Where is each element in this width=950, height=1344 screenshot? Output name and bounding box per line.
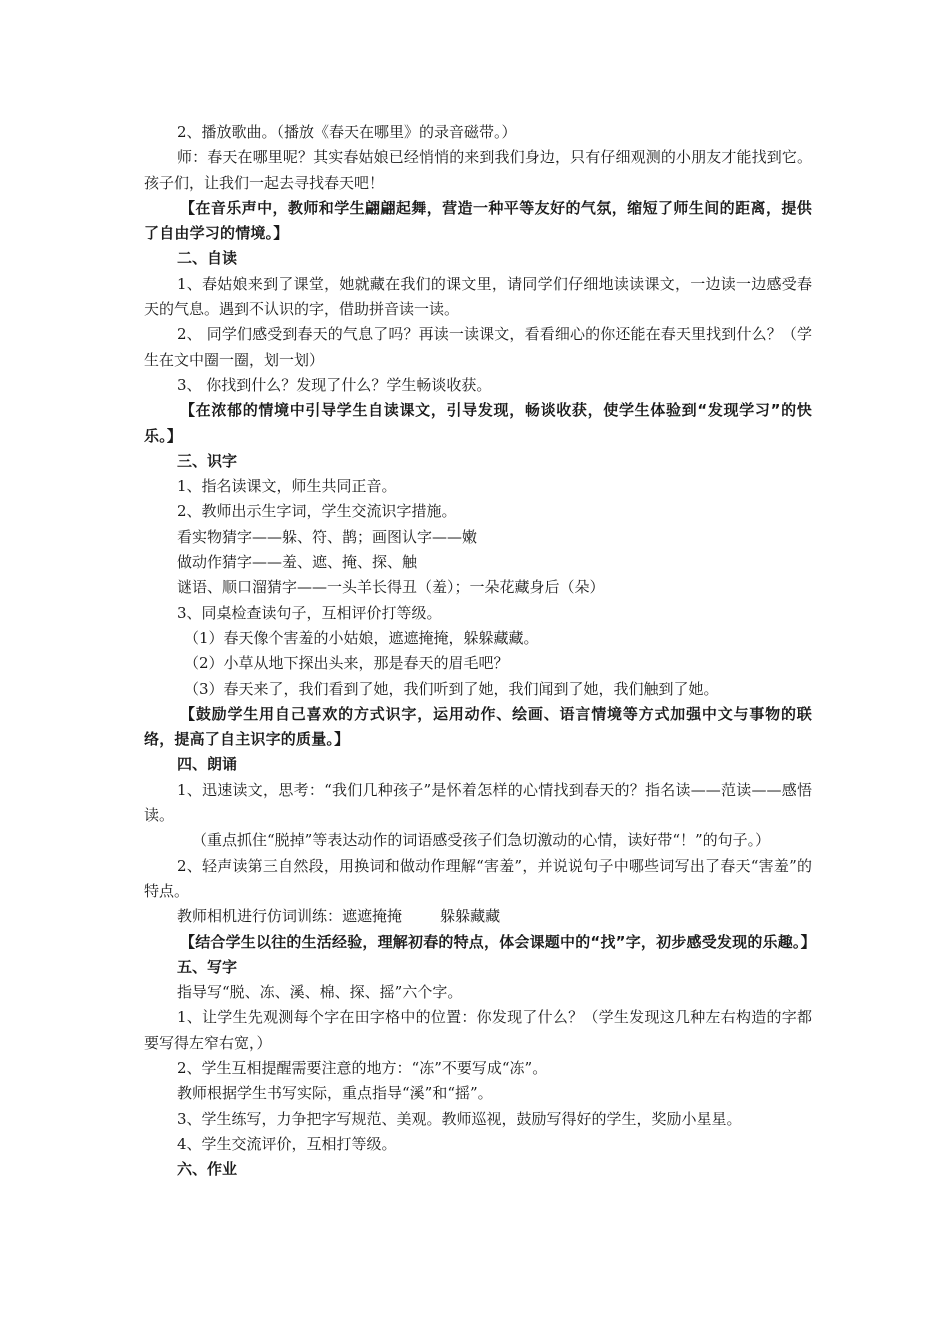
sentence-item: （1）春天像个害羞的小姑娘，遮遮掩掩，躲躲藏藏。 xyxy=(184,628,539,647)
paragraph: 3、同桌检查读句子，互相评价打等级。 xyxy=(177,603,442,622)
teaching-note: 【结合学生以往的生活经验，理解初春的特点，体会课题中的“找”字，初步感受发现的乐趣。】 xyxy=(180,932,816,951)
paragraph: 教师相机进行仿词训练：遮遮掩掩 躲躲藏藏 xyxy=(177,907,501,926)
paragraph: 3、 你找到什么？发现了什么？学生畅谈收获。 xyxy=(177,375,492,394)
paragraph: 1、春姑娘来到了课堂，她就藏在我们的课文里，请同学们仔细地读读课文，一边读一边感受春天的气息。遇到不认识的字，借助拼音读一读。 xyxy=(144,274,812,319)
paragraph: 2、播放歌曲。（播放《春天在哪里》的录音磁带。） xyxy=(177,123,517,141)
paragraph: 2、 同学们感受到春天的气息了吗？再读一读课文，看看细心的你还能在春天里找到什么？（学生在文中圈一圈，划一划） xyxy=(144,325,812,369)
sentence-item: （2）小草从地下探出头来，那是春天的眉毛吧？ xyxy=(184,654,509,673)
paragraph: 指导写“脱、冻、溪、棉、探、摇”六个字。 xyxy=(177,983,463,1002)
paragraph: 3、学生练写，力争把字写规范、美观。教师巡视，鼓励写得好的学生，奖励小星星。 xyxy=(177,1109,742,1128)
teaching-note: 【在音乐声中，教师和学生翩翩起舞，营造一种平等友好的气氛，缩短了师生间的距离，提供了自由学习的情境。】 xyxy=(144,198,812,243)
paragraph: 2、教师出示生字词，学生交流识字措施。 xyxy=(177,502,457,521)
paragraph: 谜语、顺口溜猜字——一头羊长得丑（羞）；一朵花藏身后（朵） xyxy=(177,578,605,597)
paragraph: （重点抓住“脱掉”等表达动作的词语感受孩子们急切激动的心情，读好带“！”的句子。） xyxy=(192,831,771,850)
section-heading: 四、朗诵 xyxy=(177,755,238,774)
section-heading: 二、自读 xyxy=(177,249,238,268)
paragraph: 1、指名读课文，师生共同正音。 xyxy=(177,477,397,496)
document-page xyxy=(144,120,816,1182)
paragraph: 2、轻声读第三自然段，用换词和做动作理解“害羞”，并说说句子中哪些词写出了春天“害羞”的特点。 xyxy=(144,856,812,900)
paragraph: 2、学生互相提醒需要注意的地方：“冻”不要写成“冻”。 xyxy=(177,1058,548,1077)
section-heading: 五、写字 xyxy=(177,957,238,976)
paragraph: 4、学生交流评价，互相打等级。 xyxy=(177,1134,397,1153)
paragraph: 1、迅速读文，思考：“我们几种孩子”是怀着怎样的心情找到春天的？指名读——范读——感悟读。 xyxy=(144,780,812,825)
paragraph: 师：春天在哪里呢？其实春姑娘已经悄悄的来到我们身边，只有仔细观测的小朋友才能找到它。孩子们，让我们一起去寻找春天吧！ xyxy=(144,148,812,192)
paragraph: 看实物猜字——躲、符、鹊；画图认字——嫩 xyxy=(177,527,478,546)
paragraph: 教师根据学生书写实际，重点指导“溪”和“摇”。 xyxy=(177,1084,493,1103)
section-heading: 六、作业 xyxy=(177,1160,238,1179)
paragraph: 1、让学生先观测每个字在田字格中的位置：你发现了什么？（学生发现这几种左右构造的字都要写得左窄右宽，） xyxy=(144,1008,812,1052)
teaching-note: 【在浓郁的情境中引导学生自读课文，引导发现，畅谈收获，使学生体验到“发现学习”的快乐。】 xyxy=(144,401,812,445)
teaching-note: 【鼓励学生用自己喜欢的方式识字，运用动作、绘画、语言情境等方式加强中文与事物的联络，提高了自主识字的质量。】 xyxy=(144,704,812,749)
sentence-item: （3）春天来了，我们看到了她，我们听到了她，我们闻到了她，我们触到了她。 xyxy=(184,679,719,698)
section-heading: 三、识字 xyxy=(177,451,238,470)
paragraph: 做动作猜字——羞、遮、掩、探、触 xyxy=(177,553,418,572)
